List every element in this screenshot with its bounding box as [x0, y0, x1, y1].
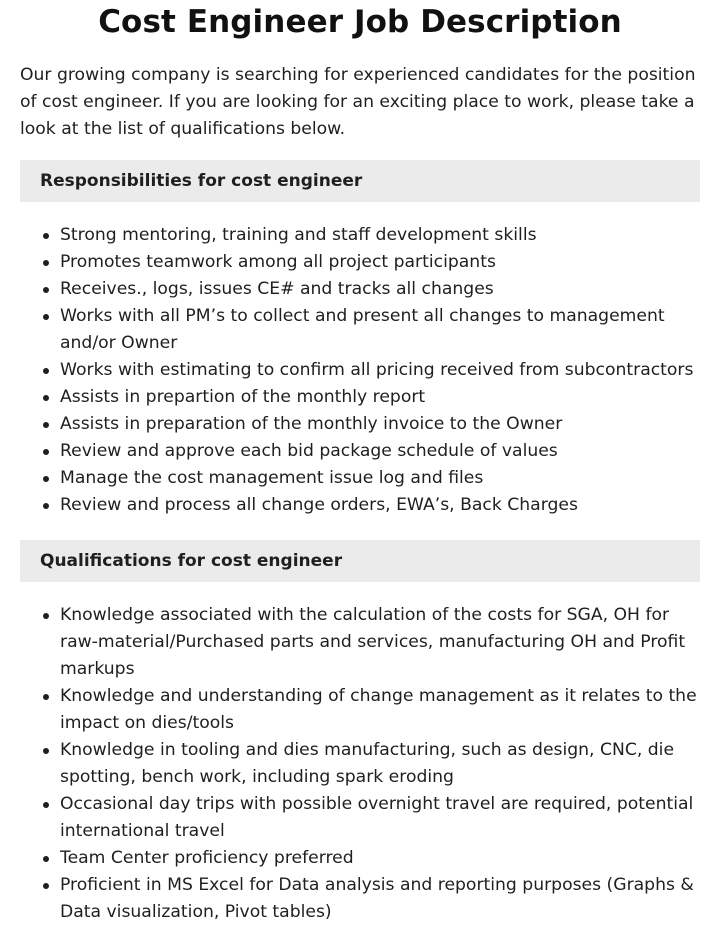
list-item: Assists in preparation of the monthly invoice to the Owner [60, 411, 700, 438]
list-item: Occasional day trips with possible overnight travel are required, potential international travel [60, 791, 700, 845]
qualifications-heading: Qualifications for cost engineer [20, 540, 700, 582]
list-item: Promotes teamwork among all project participants [60, 249, 700, 276]
list-item: Review and process all change orders, EWA’s, Back Charges [60, 492, 700, 519]
list-item: Works with all PM’s to collect and present all changes to management and/or Owner [60, 303, 700, 357]
list-item: Proficient in MS Excel for Data analysis and reporting purposes (Graphs & Data visualization, Pivot tables) [60, 872, 700, 926]
intro-paragraph: Our growing company is searching for experienced candidates for the position of cost engineer. If you are looking for an exciting place to work, please take a look at the list of qualifications below. [20, 65, 696, 139]
list-item: Strong mentoring, training and staff development skills [60, 222, 700, 249]
list-item: Receives., logs, issues CE# and tracks all changes [60, 276, 700, 303]
page-title: Cost Engineer Job Description [98, 4, 622, 40]
list-item: Knowledge and understanding of change management as it relates to the impact on dies/tools [60, 683, 700, 737]
list-item: Knowledge in tooling and dies manufacturing, such as design, CNC, die spotting, bench work, including spark eroding [60, 737, 700, 791]
list-item: Review and approve each bid package schedule of values [60, 438, 700, 465]
responsibilities-list [20, 222, 700, 519]
list-item: Team Center proficiency preferred [60, 845, 700, 872]
list-item: Manage the cost management issue log and files [60, 465, 700, 492]
qualifications-list [20, 602, 700, 926]
responsibilities-heading: Responsibilities for cost engineer [20, 160, 700, 202]
list-item: Assists in prepartion of the monthly report [60, 384, 700, 411]
list-item: Knowledge associated with the calculation of the costs for SGA, OH for raw-material/Purchased parts and services, manufacturing OH and Profit markups [60, 602, 700, 683]
list-item: Works with estimating to confirm all pricing received from subcontractors [60, 357, 700, 384]
